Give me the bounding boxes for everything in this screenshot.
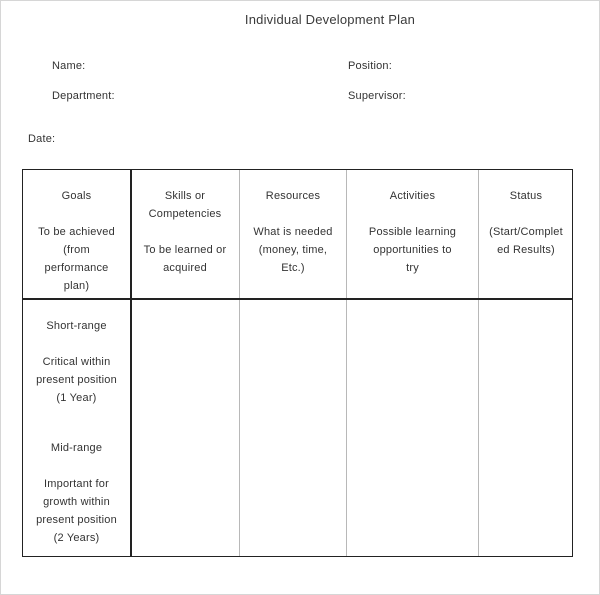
header-resources-sub: Etc.) [281,262,305,274]
header-goals-sub: (from [63,244,90,256]
row-mid-range-label: Mid-range [50,442,103,454]
header-goals-sub: performance [44,262,109,274]
department-field-label: Department: [52,90,115,102]
supervisor-field-label: Supervisor: [348,90,406,102]
header-activities-sub: Possible learning [368,226,457,238]
date-field-label: Date: [28,133,56,145]
plan-table [22,169,573,557]
header-skills [131,187,239,277]
position-field-label: Position: [348,60,392,72]
row-short-range-label: Short-range [46,320,107,332]
header-goals-title: Goals [61,190,92,202]
header-activities-sub: try [406,262,419,274]
header-skills-sub: acquired [163,262,207,274]
header-status-sub: ed Results) [497,244,555,256]
row-short-range-desc: present position [36,374,117,386]
row-mid-range-desc: (2 Years) [53,532,100,544]
name-field-label: Name: [52,60,86,72]
header-goals-sub: To be achieved [38,226,115,238]
row-short-range [23,317,130,407]
page-title: Individual Development Plan [244,12,416,27]
row-short-range-desc: Critical within [42,356,111,368]
header-status [479,187,573,259]
header-status-sub: (Start/Complet [489,226,563,238]
header-activities-title: Activities [389,190,436,202]
row-mid-range [23,439,130,547]
row-mid-range-desc: Important for [44,478,109,490]
header-goals-sub: plan) [63,280,90,292]
header-resources-sub: What is needed [253,226,333,238]
row-short-range-desc: (1 Year) [56,392,97,404]
header-skills-title: Skills or [164,190,206,202]
header-skills-sub: To be learned or [143,244,227,256]
header-goals [23,187,130,295]
header-divider [23,298,572,300]
header-resources-sub: (money, time, [258,244,328,256]
header-activities-sub: opportunities to [373,244,452,256]
row-mid-range-desc: growth within [43,496,110,508]
header-resources-title: Resources [265,190,321,202]
header-activities [347,187,478,277]
row-mid-range-desc: present position [36,514,117,526]
header-skills-title: Competencies [148,208,222,220]
header-status-title: Status [509,190,543,202]
header-resources [240,187,346,277]
